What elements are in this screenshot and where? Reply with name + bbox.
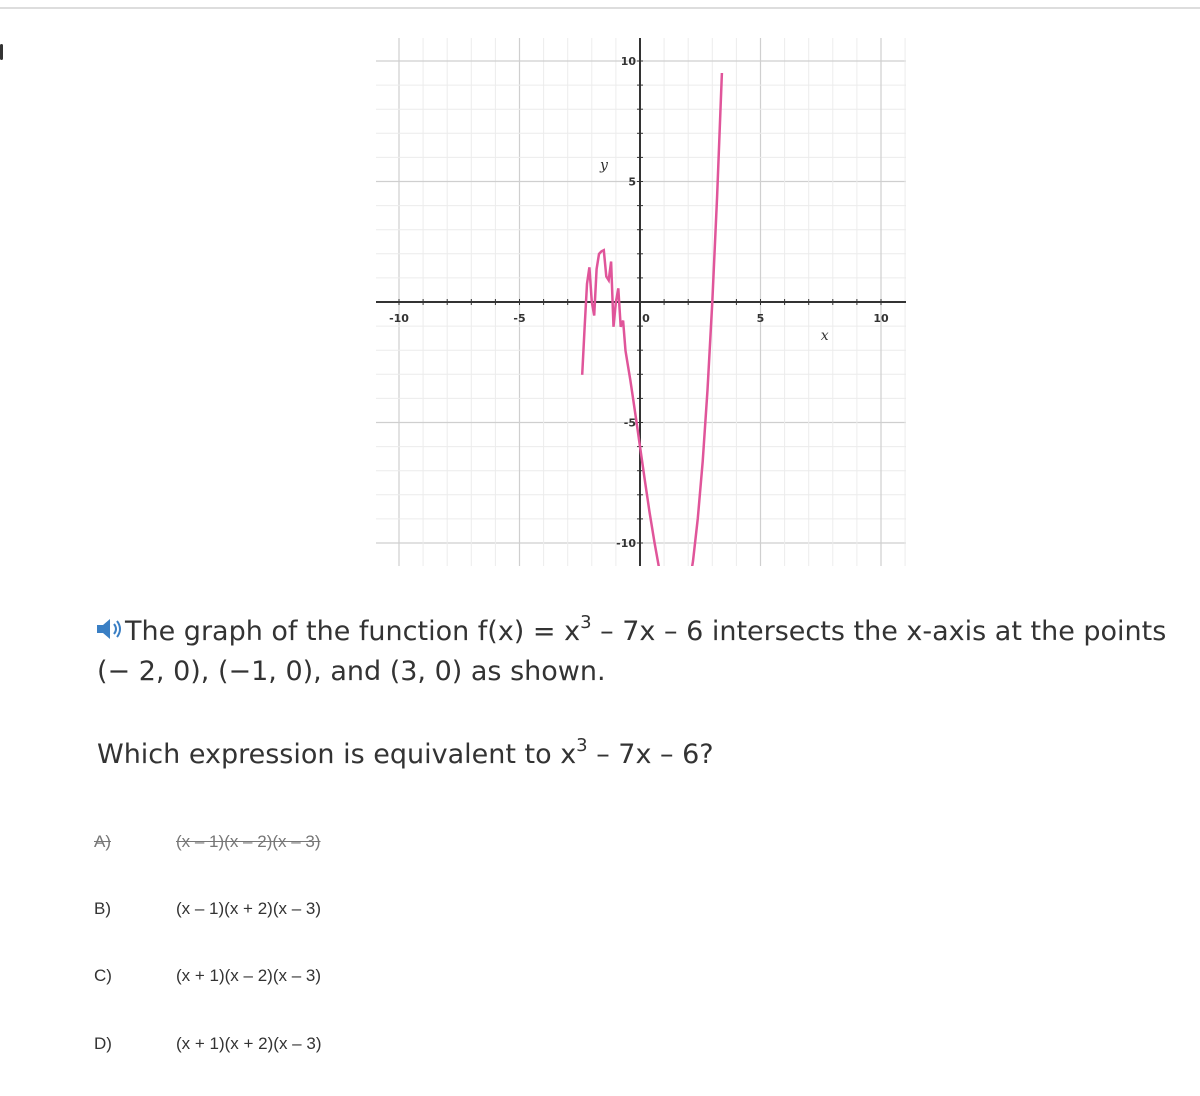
ask-exponent: 3 [576,735,588,756]
curve-layer [582,73,722,566]
choice-expression: (x – 1)(x + 2)(x – 3) [176,899,322,918]
prompt-text-1: The graph of the function f(x) = x [125,616,581,647]
ask-text-2: – 7x – 6? [587,739,714,770]
choice-letter: A) [94,832,111,851]
top-divider [0,7,1200,9]
x-tick-label: 0 [642,312,650,325]
choice-letter: C) [94,966,112,985]
question-prompt [97,612,1187,692]
left-edge-mark [0,44,3,60]
x-tick-label: -5 [513,312,526,325]
x-tick-label: -10 [389,312,409,325]
x-axis-label: x [820,328,829,344]
choice-letter: D) [94,1034,112,1053]
y-axis-label: y [600,157,608,174]
y-tick-label: 5 [628,175,636,189]
x-tick-label: 5 [756,312,765,325]
function-curve [582,73,722,566]
choice-expression: (x + 1)(x + 2)(x – 3) [176,1034,322,1053]
y-tick-label: -10 [616,537,636,550]
function-graph [376,38,906,566]
speaker-icon[interactable] [95,616,125,642]
choice-letter: B) [94,899,111,918]
prompt-text-2: – 7x – 6 intersects the x-axis at the points (− 2, 0), (−1, 0), and (3, 0) as shown. [97,616,1167,687]
choice-expression: (x + 1)(x – 2)(x – 3) [176,966,322,985]
y-tick-label: -5 [623,416,636,430]
question-ask [97,735,1187,775]
x-tick-label: 10 [873,312,889,325]
choice-expression: (x – 1)(x – 2)(x – 3) [176,832,321,851]
ask-text-1: Which expression is equivalent to x [97,739,577,770]
axes [376,38,906,566]
prompt-exponent: 3 [580,612,592,633]
y-tick-label: 10 [620,55,636,68]
